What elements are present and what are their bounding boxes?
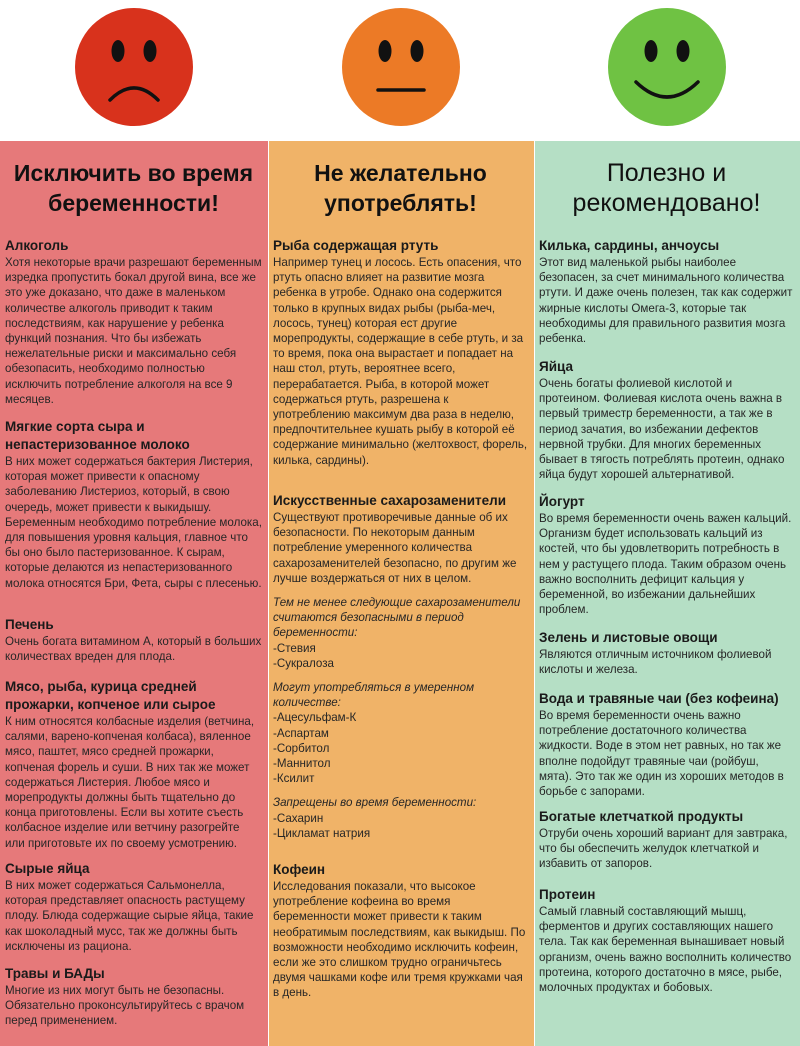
happy-face-icon	[606, 6, 728, 128]
item-text: К ним относятся колбасные изделия (ветчина, салями, варено-копченая колбаса), вяленное мясо, паштет, мясо средней прожарки, копченая форель и суши. В них так же может содержаться Листерия. Любое мясо и морепродукты должны быть тщательно до конца приготовлены. Если вы хотите съесть колбасное изделие или ветчину разогрейте или приготовьте их по своему усмотрению.	[5, 715, 255, 850]
item-title: Кофеин	[273, 862, 326, 877]
item-water-tea	[539, 690, 794, 799]
item-text: Многие из них могут быть не безопасны. Обязательно проконсультируйтесь с врачом перед применением.	[5, 984, 245, 1028]
item-text: В них может содержаться бактерия Листерия, которая может привести к опасному заболеванию Листериоз, который, в свою очередь, может привести к выкидышу. Беременным необходимо потребление молока, для повышения уровня кальция, главное что бы оно было пастеризованное. К сырам, которые делаются из непастеризованного молока относятся Бри, Фета, сыры с плесенью.	[5, 455, 262, 590]
sweeteners-moderate-intro: Могут употребляться в умеренном количестве:	[273, 681, 475, 710]
item-title: Йогурт	[539, 494, 585, 509]
item-protein	[539, 886, 794, 995]
item-text: Исследования показали, что высокое употребление кофеина во время беременности может привести к таким необратимым последствиям, как выкидыш. По возможности необходимо исключить кофеин, если же это слишком трудно ограничьтесь двумя чашками кофе или тремя кружками чая в день.	[273, 880, 526, 1000]
item-text: Существуют противоречивые данные об их безопасности. По некоторым данным потребление умеренного количества сахарозаменителей безопасно, по другим же лучше воздержаться от них в целом.	[273, 511, 517, 585]
item-eggs	[539, 358, 794, 482]
recommended-column	[534, 141, 800, 1046]
column-divider	[534, 141, 535, 1046]
sweeteners-banned-list: -Сахарин -Цикламат натрия	[273, 811, 371, 840]
item-text: Очень богаты фолиевой кислотой и протеином. Фолиевая кислота очень важна в первый триместр беременности, а так же в период зачатия, во избежании дефектов нервной трубки. Для многих беременных бывает в тягость потреблять протеин, однако яйца будут хорошей альтернативой.	[539, 377, 785, 482]
item-text: Отруби очень хороший вариант для завтрака, что бы обеспечить желудок клетчаткой и избавить от запоров.	[539, 827, 788, 871]
item-meat	[5, 678, 262, 851]
item-fiber	[539, 808, 794, 872]
food-columns	[0, 141, 800, 1046]
item-herbs	[5, 965, 262, 1029]
item-raw-eggs	[5, 860, 262, 954]
exclude-heading: Исключить во время беременности!	[13, 160, 254, 216]
item-title: Алкоголь	[5, 238, 69, 253]
item-title: Богатые клетчаткой продукты	[539, 809, 744, 824]
item-title: Рыба содержащая ртуть	[273, 238, 439, 253]
item-title: Мягкие сорта сыра и непастеризованное молоко	[5, 419, 190, 452]
item-title: Искусственные сахарозаменители	[273, 493, 506, 508]
item-title: Зелень и листовые овощи	[539, 630, 718, 645]
column-divider	[268, 141, 269, 1046]
recommended-heading: Полезно и рекомендовано!	[572, 159, 761, 217]
item-title: Яйца	[539, 359, 573, 374]
item-text: Хотя некоторые врачи разрешают беременным изредка пропустить бокал другой вина, все же это уже доказано, что даже в маленьком количестве алкоголь приводит к таким последствиям, как нарушение у ребенка функций познания. Что бы избежать нежелательные риски и максимально себя обезопасить, необходимо полностью исключить потребление алкоголя на все 9 месяцев.	[5, 256, 262, 406]
undesirable-column	[268, 141, 534, 1046]
sweeteners-safe-intro: Тем не менее следующие сахарозаменители считаются безопасными в период беременности:	[273, 596, 521, 640]
exclude-column	[0, 141, 268, 1046]
item-text: Очень богата витамином А, который в больших количествах вреден для плода.	[5, 635, 262, 664]
item-caffeine	[273, 861, 528, 1001]
sweeteners-safe-list: -Стевия -Сукралоза	[273, 641, 334, 670]
item-sweeteners	[273, 492, 528, 841]
item-liver	[5, 616, 262, 664]
sweeteners-banned-intro: Запрещены во время беременности:	[273, 796, 477, 810]
item-title: Килька, сардины, анчоусы	[539, 238, 720, 253]
faces-header	[0, 0, 800, 141]
item-title: Сырые яйца	[5, 861, 90, 876]
item-mercury-fish	[273, 237, 528, 468]
item-text: В них может содержаться Сальмонелла, которая представляет опасность растущему плоду. Блюда содержащие сырые яйца, такие как шоколадный мусс, так же должны быть исключены из рациона.	[5, 879, 254, 953]
item-text: Во время беременности очень важно потребление достаточного количества жидкости. Воде в этом нет равных, но так же вполне подойдут травяные чаи (ройбуш, мята). Это так же один из хороших методов в борьбе с запорами.	[539, 709, 784, 799]
item-title: Печень	[5, 617, 54, 632]
item-yogurt	[539, 493, 794, 617]
item-text: Например тунец и лосось. Есть опасения, что ртуть опасно влияет на развитие мозга ребенка в утробе. Однако она содержится только в крупных видах рыбы (рыба-меч, лосось, тунец) которая ест другие морепродукты, содержащие в себе ртуть, и за то время, пока она вырастает и попадает на наш стол, ртуть, вероятнее всего, перерабатается. Рыба, в которой может содержаться ртуть, разрешена к употреблению максимум два раза в неделю, предпочтительнее кушать рыбу в которой её содержание минимально (желтохвост, форель, килька, сардины).	[273, 256, 528, 467]
item-text: Во время беременности очень важен кальций. Организм будет использовать кальций из костей, что бы удовлетворить потребность в нем у растущего плода. Таким образом очень важно восполнить дефицит кальция у беременной, во избежании дальнейших проблем.	[539, 512, 792, 617]
item-title: Травы и БАДы	[5, 966, 105, 981]
item-title: Вода и травяные чаи (без кофеина)	[539, 691, 779, 706]
sweeteners-moderate-list: -Ацесульфам-К -Аспартам -Сорбитол -Маннитол -Ксилит	[273, 711, 357, 786]
undesirable-heading: Не желательно употреблять!	[314, 160, 487, 216]
item-small-fish	[539, 237, 794, 346]
item-text: Являются отличным источником фолиевой кислоты и железа.	[539, 648, 772, 677]
neutral-face-icon	[340, 6, 462, 128]
item-text: Самый главный составляющий мышц, ферментов и других составляющих нашего тела. Так как беременная вынашивает новый организм, очень важно восполнить количество протеина, которого достаточно в мясе, рыбе, молочных продуктах и бобовых.	[539, 905, 792, 995]
sad-face-icon	[73, 6, 195, 128]
item-greens	[539, 629, 794, 677]
item-soft-cheese	[5, 418, 262, 591]
item-title: Мясо, рыба, курица средней прожарки, копченое или сырое	[5, 679, 216, 712]
item-alcohol	[5, 237, 262, 407]
item-title: Протеин	[539, 887, 596, 902]
item-text: Этот вид маленькой рыбы наиболее безопасен, за счет минимального количества ртути. И даже очень полезен, так как содержит жирные кислоты Омега-3, которые так необходимы для правильного развития мозга ребенка.	[539, 256, 793, 346]
